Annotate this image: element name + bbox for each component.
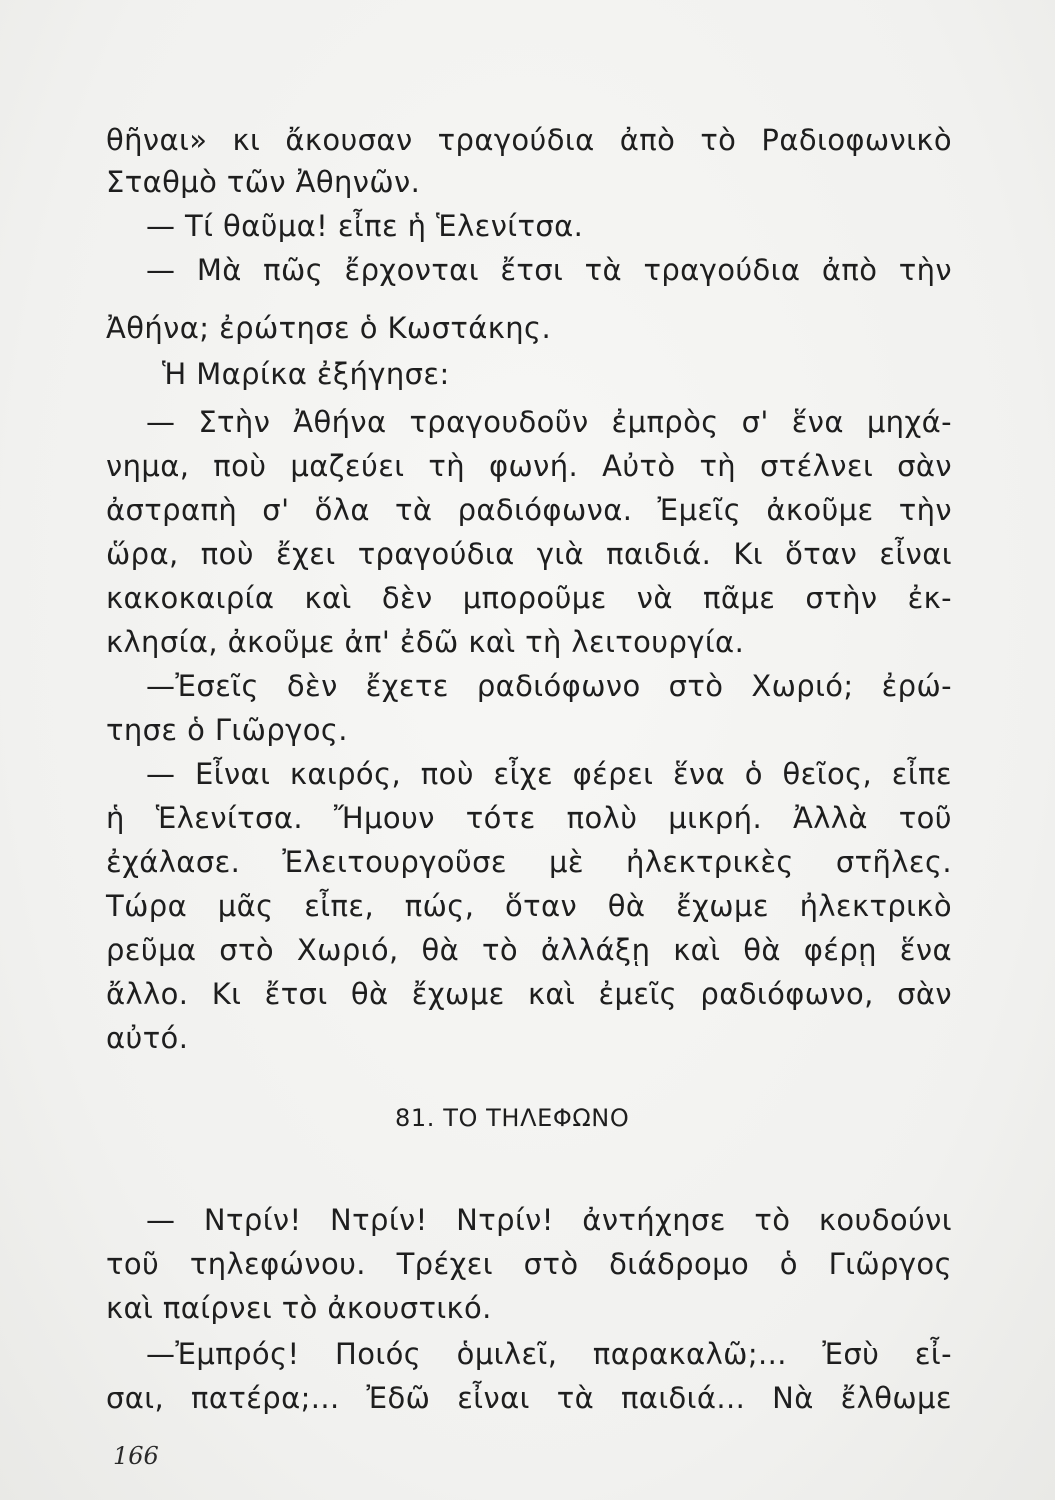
text-line: κακοκαιρία καὶ δὲν μποροῦμε νὰ πᾶμε στὴν ἐκ-	[106, 581, 952, 615]
text-line: νημα, ποὺ μαζεύει τὴ φωνή. Αὐτὸ τὴ στέλνει σὰν	[106, 449, 952, 483]
text-line: — Μὰ πῶς ἔρχονται ἔτσι τὰ τραγούδια ἀπὸ τὴν	[146, 253, 952, 287]
text-line: καὶ παίρνει τὸ ἀκουστικό.	[106, 1291, 492, 1325]
text-line: θῆναι» κι ἄκουσαν τραγούδια ἀπὸ τὸ Ραδιοφωνικὸ	[106, 123, 952, 157]
text-line: σαι, πατέρα;... Ἐδῶ εἶναι τὰ παιδιά... Νὰ ἔλθωμε	[106, 1381, 952, 1415]
text-line: ἄλλο. Κι ἔτσι θὰ ἔχωμε καὶ ἐμεῖς ραδιόφωνο, σὰν	[106, 977, 952, 1011]
text-line: αὐτό.	[106, 1021, 189, 1055]
text-line: τησε ὁ Γιῶργος.	[106, 713, 348, 747]
text-line: ὥρα, ποὺ ἔχει τραγούδια γιὰ παιδιά. Κι ὅταν εἶναι	[106, 537, 952, 571]
chapter-heading: 81. ΤΟ ΤΗΛΕΦΩΝΟ	[395, 1104, 630, 1132]
text-line: — Ντρίν! Ντρίν! Ντρίν! ἀντήχησε τὸ κουδούνι	[146, 1203, 952, 1237]
text-line: κλησία, ἀκοῦμε ἀπ' ἐδῶ καὶ τὴ λειτουργία.	[106, 625, 745, 659]
text-line: τοῦ τηλεφώνου. Τρέχει στὸ διάδρομο ὁ Γιῶργος	[106, 1247, 952, 1281]
text-line: ρεῦμα στὸ Χωριό, θὰ τὸ ἀλλάξῃ καὶ θὰ φέρῃ ἕνα	[106, 933, 952, 967]
text-line: — Τί θαῦμα! εἶπε ἡ Ἑλενίτσα.	[146, 209, 584, 243]
page-number: 166	[113, 1442, 159, 1470]
text-line: — Στὴν Ἀθήνα τραγουδοῦν ἐμπρὸς σ' ἕνα μηχά-	[146, 405, 952, 439]
text-line: Ἀθήνα; ἐρώτησε ὁ Κωστάκης.	[106, 311, 552, 345]
text-line: —Ἐμπρός! Ποιός ὁμιλεῖ, παρακαλῶ;... Ἐσὺ εἶ-	[146, 1337, 952, 1371]
text-line: Σταθμὸ τῶν Ἀθηνῶν.	[106, 165, 421, 199]
text-line: —Ἐσεῖς δὲν ἔχετε ραδιόφωνο στὸ Χωριό; ἐρώ-	[146, 669, 952, 703]
text-line: Ἡ Μαρίκα ἐξήγησε:	[162, 357, 450, 391]
text-line: — Εἶναι καιρός, ποὺ εἶχε φέρει ἕνα ὁ θεῖος, εἶπε	[146, 757, 952, 791]
text-line: ἐχάλασε. Ἐλειτουργοῦσε μὲ ἠλεκτρικὲς στῆλες.	[106, 845, 952, 879]
text-line: ἡ Ἑλενίτσα. Ἤμουν τότε πολὺ μικρή. Ἀλλὰ τοῦ	[106, 801, 952, 835]
text-line: ἀστραπὴ σ' ὅλα τὰ ραδιόφωνα. Ἐμεῖς ἀκοῦμε τὴν	[106, 493, 952, 527]
text-line: Τώρα μᾶς εἶπε, πώς, ὅταν θὰ ἔχωμε ἠλεκτρικὸ	[106, 889, 952, 923]
